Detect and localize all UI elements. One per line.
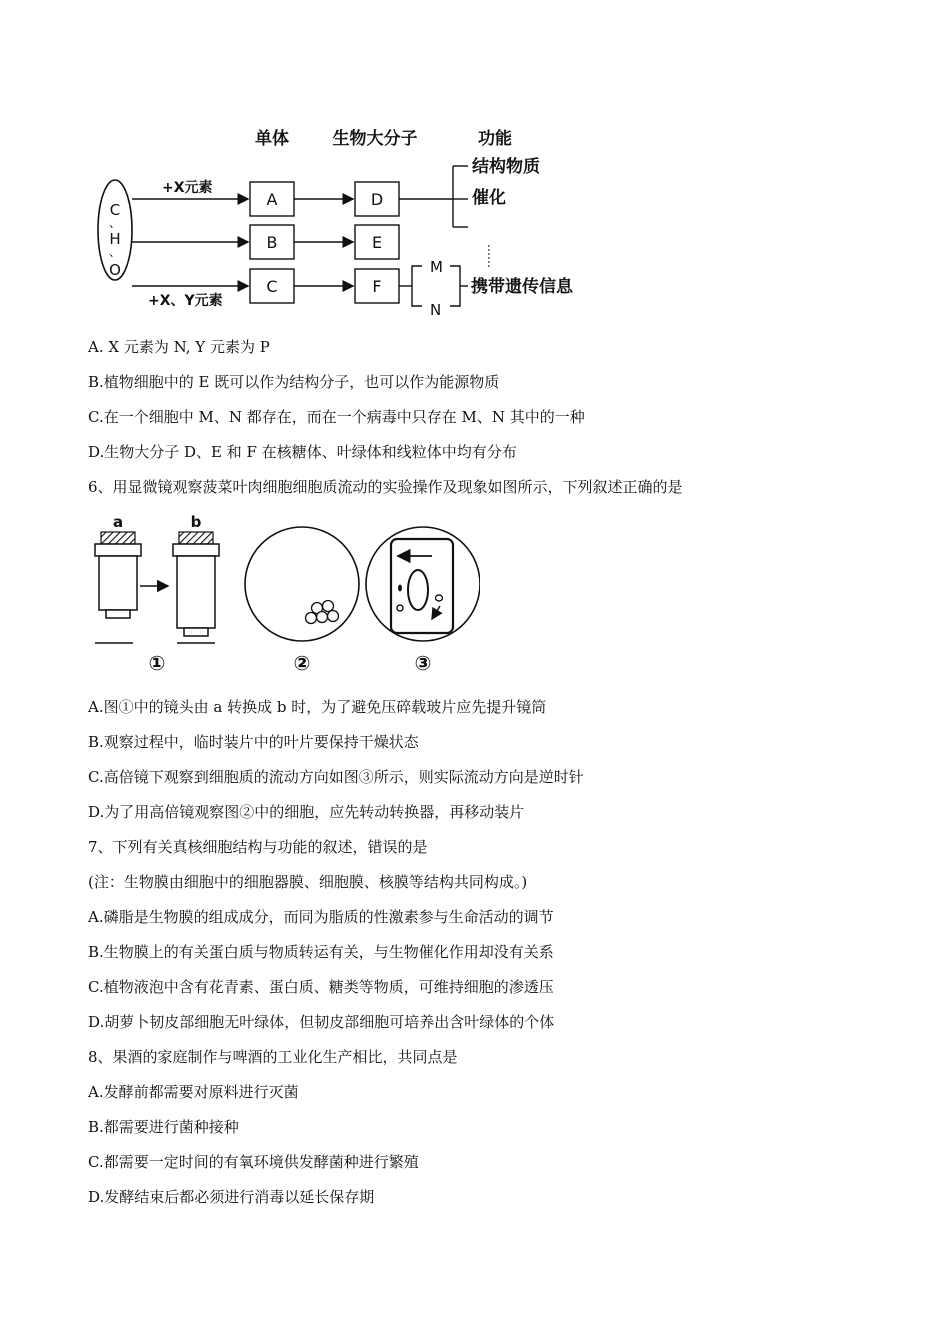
element-char: 、 (108, 245, 122, 259)
nucleic-part: M (430, 258, 443, 276)
arrow-label-top: +X元素 (162, 180, 213, 196)
header-monomer: 单体 (255, 129, 289, 149)
q8-option-c: C.都需要一定时间的有氧环境供发酵菌种进行繁殖 (88, 1153, 419, 1171)
q8-option-b: B.都需要进行菌种接种 (88, 1118, 239, 1136)
q5-option-b: B.植物细胞中的 E 既可以作为结构分子，也可以作为能源物质 (88, 373, 500, 391)
lens-a-label: a (112, 513, 124, 531)
monomer-label: B (266, 233, 278, 252)
q6-option-c: C.高倍镜下观察到细胞质的流动方向如图③所示，则实际流动方向是逆时针 (88, 768, 584, 786)
q8-stem: 8、果酒的家庭制作与啤酒的工业化生产相比，共同点是 (88, 1048, 458, 1066)
element-char: O (109, 261, 121, 279)
q7-option-a: A.磷脂是生物膜的组成成分，而同为脂质的性激素参与生命活动的调节 (88, 908, 554, 926)
function-label: 结构物质 (472, 157, 540, 177)
header-function: 功能 (478, 129, 512, 149)
macromolecule-label: D (370, 190, 384, 209)
monomer-label: A (266, 190, 278, 209)
q7-option-d: D.胡萝卜韧皮部细胞无叶绿体，但韧皮部细胞可培养出含叶绿体的个体 (88, 1013, 555, 1031)
monomer-label: C (266, 277, 278, 296)
macromolecule-label: F (372, 277, 382, 296)
macromolecule-label: E (371, 233, 383, 252)
function-label: …… (485, 244, 499, 268)
nucleic-function: 携带遗传信息 (471, 277, 573, 297)
field-of-view-2 (245, 527, 359, 641)
q6-option-d: D.为了用高倍镜观察图②中的细胞，应先转动转换器，再移动装片 (88, 803, 525, 821)
q5-option-c: C.在一个细胞中 M、N 都存在，而在一个病毒中只存在 M、N 其中的一种 (88, 408, 585, 426)
q6-option-a: A.图①中的镜头由 a 转换成 b 时，为了避免压碎载玻片应先提升镜筒 (88, 698, 547, 716)
figure-label-1: ① (148, 651, 166, 675)
element-char: C (109, 201, 121, 219)
q7-stem: 7、下列有关真核细胞结构与功能的叙述，错误的是 (88, 838, 428, 856)
q7-option-b: B.生物膜上的有关蛋白质与物质转运有关，与生物催化作用却没有关系 (88, 943, 554, 961)
element-char: 、 (108, 216, 122, 230)
q8-option-d: D.发酵结束后都必须进行消毒以延长保存期 (88, 1188, 375, 1206)
nucleic-part: N (430, 301, 442, 319)
lens-b-label: b (190, 513, 202, 531)
q5-option-d: D.生物大分子 D、E 和 F 在核糖体、叶绿体和线粒体中均有分布 (88, 443, 517, 461)
q7-note: (注：生物膜由细胞中的细胞器膜、细胞膜、核膜等结构共同构成。) (88, 873, 528, 891)
q7-option-c: C.植物液泡中含有花青素、蛋白质、糖类等物质，可维持细胞的渗透压 (88, 978, 554, 996)
q8-option-a: A.发酵前都需要对原料进行灭菌 (88, 1083, 299, 1101)
figure-label-3: ③ (414, 651, 432, 675)
microscope-figure (90, 512, 480, 677)
q5-option-a: A. X 元素为 N, Y 元素为 P (88, 338, 270, 356)
function-label: 催化 (472, 188, 506, 208)
q6-option-b: B.观察过程中，临时装片中的叶片要保持干燥状态 (88, 733, 419, 751)
objective-lens-a (95, 513, 141, 618)
header-macromolecule: 生物大分子 (332, 129, 418, 149)
biomolecule-diagram (90, 120, 610, 325)
arrow-label-bottom: +X、Y元素 (148, 293, 223, 309)
objective-lens-b (173, 513, 219, 636)
element-ellipse (98, 180, 132, 280)
q6-stem: 6、用显微镜观察菠菜叶肉细胞细胞质流动的实验操作及现象如图所示，下列叙述正确的是 (88, 478, 683, 496)
figure-label-2: ② (293, 651, 311, 675)
element-char: H (109, 230, 121, 248)
field-of-view-3 (366, 527, 480, 641)
